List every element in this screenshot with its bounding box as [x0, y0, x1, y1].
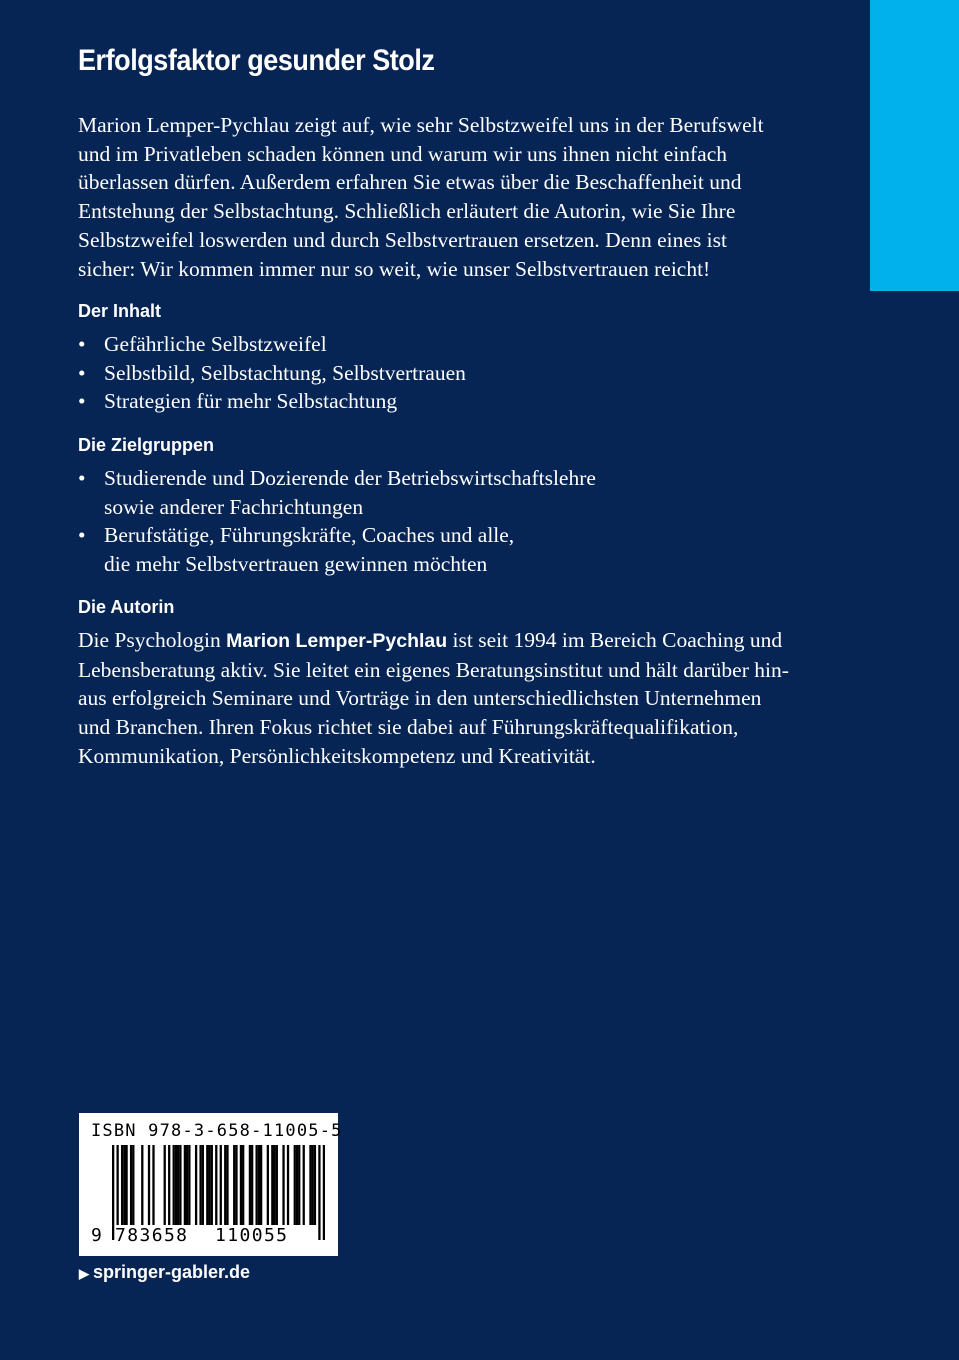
list-item: • Selbstbild, Selbstachtung, Selbstvertrauen — [78, 359, 466, 388]
barcode-bar — [177, 1145, 179, 1225]
ean-first-digit: 9 — [91, 1225, 102, 1246]
section-heading-autorin: Die Autorin — [78, 597, 175, 617]
barcode-bar — [173, 1145, 175, 1225]
bio-line: Lebensberatung aktiv. Sie leitet ein eigenes Beratungsinstitut und hält darüber hin- — [78, 657, 789, 682]
barcode-bar — [240, 1145, 242, 1225]
barcode-bar — [309, 1145, 311, 1225]
barcode-bar — [267, 1145, 269, 1225]
list-item: • Strategien für mehr Selbstachtung — [78, 387, 466, 416]
barcode-bar — [298, 1145, 300, 1225]
arrow-right-icon: ▶ — [79, 1266, 89, 1281]
intro-line: Selbstzweifel loswerden und durch Selbstvertrauen ersetzen. Denn eines ist — [78, 227, 727, 252]
bullet-icon: • — [78, 466, 86, 490]
barcode-bar — [184, 1145, 186, 1225]
inhalt-list — [78, 330, 466, 416]
bullet-icon: • — [78, 332, 86, 356]
intro-line: und im Privatleben schaden können und warum wir uns ihnen nicht einfach — [78, 141, 728, 166]
bullet-icon: • — [78, 389, 86, 414]
list-item: • Gefährliche Selbstzweifel — [78, 330, 466, 359]
barcode-bar — [175, 1145, 177, 1225]
intro-paragraph — [78, 111, 794, 283]
book-title: Erfolgsfaktor gesunder Stolz — [78, 44, 435, 77]
intro-line: sicher: Wir kommen immer nur so weit, wie unser Selbstvertrauen reicht! — [78, 256, 711, 281]
barcode-bar — [168, 1145, 170, 1225]
barcode-bar — [242, 1145, 244, 1225]
author-bio: Die Psychologin Marion Lemper-Pychlau ist seit 1994 im Bereich Coaching und Lebensberatung aktiv. Sie leitet ein eigenes Beratungsinstitut und hält darüber hin- aus erfolgreich Seminare und Vorträge in den unterschiedlichsten Unternehmen und Branchen. Ihren Fokus richtet sie dabei auf Führungskräftequalifikation, Kommunikation, Persönlichkeitskompetenz und Kreativität. — [78, 628, 789, 768]
barcode-bar — [273, 1145, 275, 1225]
ean-left-digits: 783658 — [115, 1225, 211, 1246]
list-item: • Berufstätige, Führungskräfte, Coaches und alle, die mehr Selbstvertrauen gewinnen möchten — [78, 523, 515, 577]
barcode-bar — [164, 1145, 166, 1225]
barcode-bar — [226, 1145, 228, 1225]
barcode-bar — [195, 1145, 197, 1225]
barcode-bar — [211, 1145, 213, 1225]
barcode-bar — [255, 1145, 257, 1225]
barcode-bar — [125, 1145, 127, 1225]
section-heading-zielgruppen: Die Zielgruppen — [78, 435, 215, 455]
barcode-bar — [224, 1145, 226, 1225]
barcode-bar — [271, 1145, 273, 1225]
website-link[interactable]: springer-gabler.de — [93, 1262, 251, 1282]
barcode-bar — [276, 1145, 278, 1225]
barcode-bar — [121, 1145, 123, 1225]
barcode-bar — [282, 1145, 284, 1225]
section-heading-inhalt: Der Inhalt — [78, 301, 162, 321]
barcode-bar — [188, 1145, 190, 1225]
isbn-label: ISBN 978-3-658-11005-5 — [91, 1121, 343, 1141]
zielgruppen-list — [78, 464, 596, 579]
barcode-bar — [312, 1145, 314, 1225]
barcode-bar — [323, 1145, 325, 1240]
isbn-barcode — [79, 1113, 343, 1256]
barcode-bar — [132, 1145, 134, 1225]
barcode-bar — [208, 1145, 210, 1225]
barcode-bar — [206, 1145, 208, 1225]
barcode-bar — [235, 1145, 237, 1225]
barcode-bar — [152, 1145, 154, 1225]
barcode-bar — [260, 1145, 262, 1225]
ean-right-digits: 110055 — [215, 1225, 315, 1246]
barcode-bar — [199, 1145, 201, 1225]
barcode-bar — [130, 1145, 132, 1225]
barcode-bar — [123, 1145, 125, 1225]
bullet-icon: • — [78, 360, 86, 385]
barcode-bar — [314, 1145, 316, 1225]
list-item: • Studierende und Dozierende der Betriebswirtschaftslehre sowie anderer Fachrichtungen — [78, 466, 596, 519]
barcode-bar — [318, 1145, 320, 1240]
barcode-bar — [303, 1145, 305, 1225]
barcode-bar — [112, 1145, 114, 1240]
barcode-bar — [202, 1145, 204, 1225]
barcode-bar — [258, 1145, 260, 1225]
barcode-bar — [186, 1145, 188, 1225]
barcode-bar — [233, 1145, 235, 1225]
barcode-bar — [251, 1145, 253, 1225]
barcode-bar — [296, 1145, 298, 1225]
barcode-bar — [287, 1145, 289, 1225]
barcode-bar — [148, 1145, 150, 1225]
bio-line: aus erfolgreich Seminare und Vorträge in den unterschiedlichsten Unternehmen — [78, 686, 762, 711]
publisher-website[interactable] — [79, 1262, 250, 1283]
barcode-bar — [294, 1145, 296, 1225]
bio-line: und Branchen. Ihren Fokus richtet sie dabei auf Führungskräftequalifikation, — [78, 715, 739, 740]
barcode-bar — [179, 1145, 181, 1225]
bullet-icon: • — [78, 523, 86, 548]
intro-line: überlassen dürfen. Außerdem erfahren Sie etwas über die Beschaffenheit und — [78, 170, 742, 195]
author-name: Marion Lemper-Pychlau — [226, 630, 448, 652]
barcode-bar — [141, 1145, 143, 1225]
barcode-bar — [249, 1145, 251, 1225]
bio-line: Kommunikation, Persönlichkeitskompetenz und Kreativität. — [78, 743, 596, 768]
accent-color-bar — [870, 0, 959, 291]
intro-line: Entstehung der Selbstachtung. Schließlich erläutert die Autorin, wie Sie Ihre — [78, 199, 736, 224]
intro-line: Marion Lemper-Pychlau zeigt auf, wie sehr Selbstzweifel uns in der Berufswelt — [78, 113, 764, 137]
